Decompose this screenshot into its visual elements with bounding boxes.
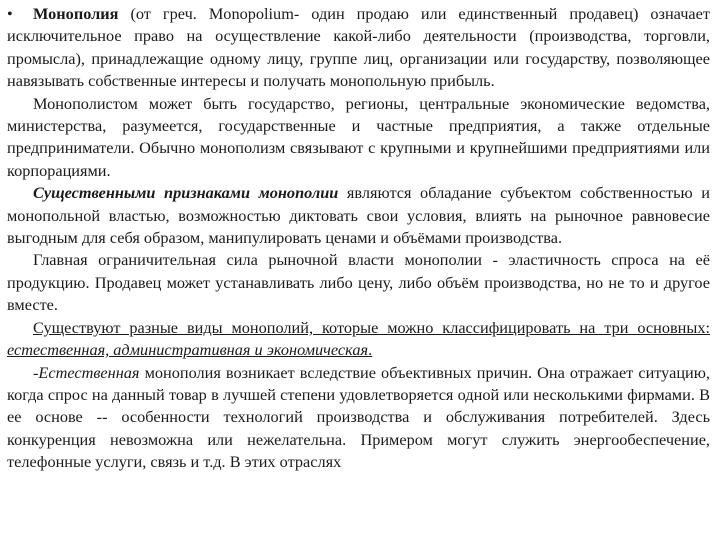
types-end: . [368, 340, 373, 360]
paragraph-features [7, 182, 710, 249]
natural-monopoly-text: монополия возникает вследствие объективных причин. Она отражает ситуацию, когда спрос на данный товар в лучшей степени удовлетворяется одной или несколькими фирмами. В ее основе -- особенности технологий производства и обслуживания потребителей. Здесь конкуренция невозможна или нежелательна. Примером могут служить энергообеспечение, телефонные услуги, связь и т.д. В этих отраслях [7, 362, 710, 472]
paragraph-types [7, 317, 710, 362]
paragraph-natural-monopoly [7, 362, 710, 474]
paragraph-elasticity [7, 249, 710, 316]
bullet-icon: • [7, 4, 13, 23]
types-list: естественная, административная и экономическая [7, 340, 369, 360]
types-lead-text: Существуют разные виды монополий, которые можно классифицировать на три основных: [33, 317, 710, 337]
term-monopoly: Монополия [33, 4, 119, 23]
paragraph-monopolists [7, 93, 710, 183]
monopolists-text: Монополистом может быть государство, регионы, центральные экономические ведомства, министерства, разумеется, государственные и частные предприятия, а также отдельные предприниматели. Обычно монополизм связывают с крупными и крупнейшими предприятиями или корпорациями. [7, 93, 710, 180]
features-emphasis: Существенными признаками монополии [33, 183, 339, 203]
natural-monopoly-lead: -Естественная [33, 362, 140, 382]
definition-text: (от греч. Monopolium- один продаю или единственный продавец) означает исключительное право на осуществление какой-либо деятельности (производства, торговли, промысла), принадлежащие одному лицу, группе лиц, организации или государству, позволяющее навязывать собственные интересы и получать монопольную прибыль. [7, 4, 710, 91]
elasticity-text: Главная ограничительная сила рыночной власти монополии - эластичность спроса на её продукцию. Продавец может устанавливать либо цену, либо объём производства, но не то и другое вместе. [7, 250, 710, 315]
features-text: являются обладание субъектом собственностью и монопольной властью, возможностью диктовать свои условия, влиять на рыночное равновесие выгодным для себя образом, манипулировать ценами и объёмами производства. [7, 183, 710, 248]
document-text [7, 3, 710, 474]
paragraph-monopoly-definition [7, 3, 710, 93]
